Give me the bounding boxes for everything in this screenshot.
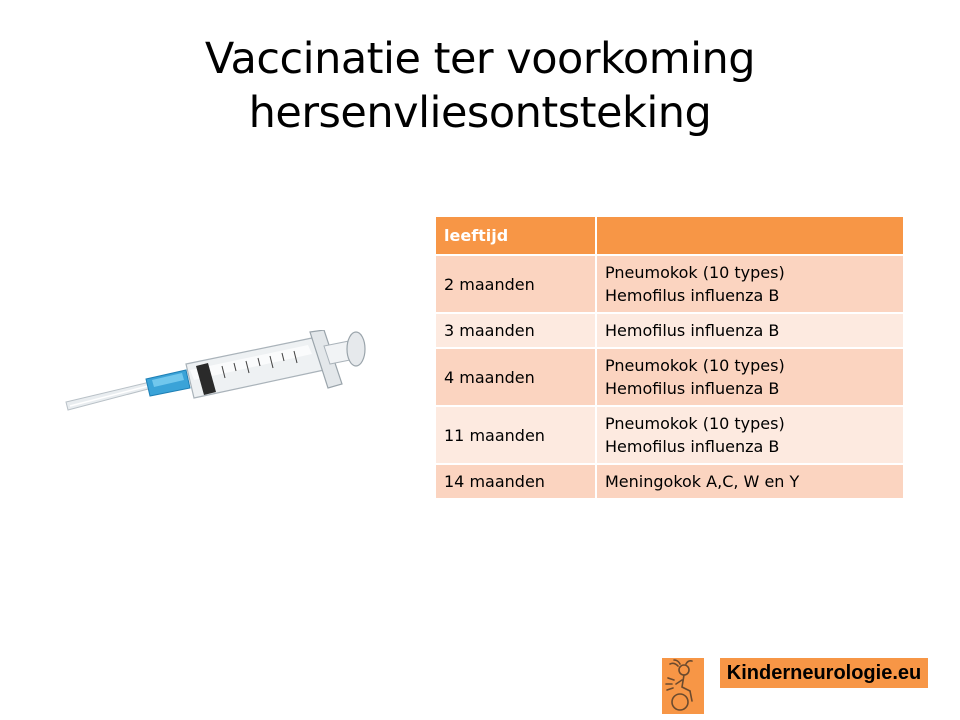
vaccine-line: Hemofilus influenza B: [605, 286, 780, 305]
age-cell: 14 maanden: [436, 464, 596, 499]
vaccine-line: Hemofilus influenza B: [605, 379, 780, 398]
table-header-row: [436, 217, 904, 255]
age-cell: 4 maanden: [436, 348, 596, 406]
logo-text: Kinderneurologie.eu: [720, 658, 928, 688]
vaccine-cell: [596, 313, 904, 348]
age-cell: 3 maanden: [436, 313, 596, 348]
child-wheelchair-icon: [662, 658, 704, 714]
age-cell: 2 maanden: [436, 255, 596, 313]
slide-title-line-1: Vaccinatie ter voorkoming: [204, 34, 756, 84]
slide-title: [0, 32, 960, 140]
vaccine-line: Pneumokok (10 types): [605, 356, 785, 375]
vaccine-line: Hemofilus influenza B: [605, 321, 780, 340]
header-age: leeftijd: [436, 217, 596, 255]
vaccine-cell: [596, 406, 904, 464]
table-row: [436, 255, 904, 313]
syringe-icon: [62, 330, 372, 430]
header-vaccine: [596, 217, 904, 255]
vaccine-line: Hemofilus influenza B: [605, 437, 780, 456]
vaccine-line: Meningokok A,C, W en Y: [605, 472, 800, 491]
table-row: [436, 406, 904, 464]
vaccine-cell: [596, 348, 904, 406]
table-row: [436, 464, 904, 499]
vaccine-line: Pneumokok (10 types): [605, 263, 785, 282]
vaccine-line: Pneumokok (10 types): [605, 414, 785, 433]
slide-title-line-2: hersenvliesontsteking: [248, 88, 712, 138]
vaccine-cell: [596, 464, 904, 499]
vaccine-cell: [596, 255, 904, 313]
table-row: [436, 348, 904, 406]
vaccination-table: [436, 217, 905, 500]
age-cell: 11 maanden: [436, 406, 596, 464]
table-row: [436, 313, 904, 348]
